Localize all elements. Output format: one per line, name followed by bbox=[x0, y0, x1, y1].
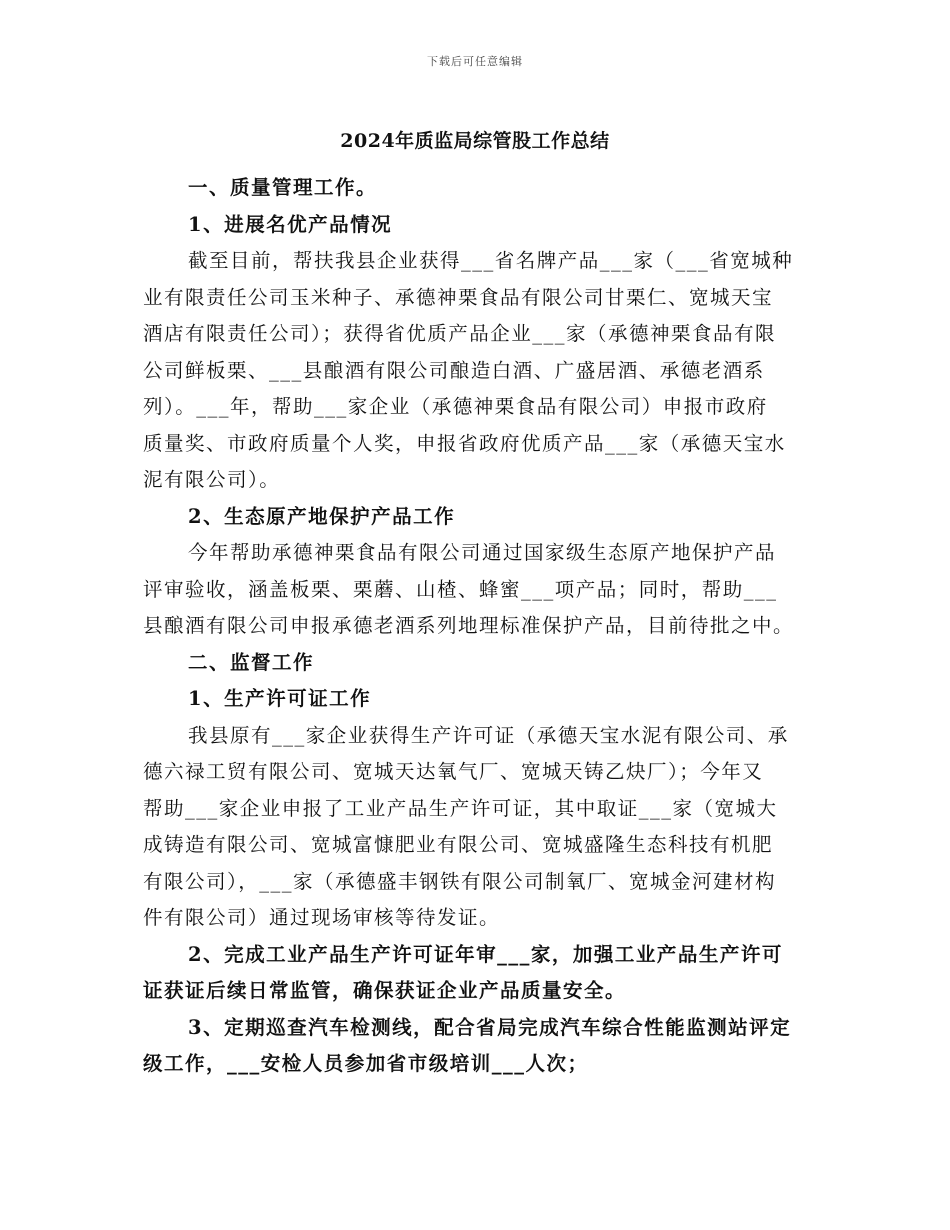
body-text-line: 质量奖、市政府质量个人奖，申报省政府优质产品___家（承德天宝水 bbox=[143, 431, 786, 455]
body-text-line: 件有限公司）通过现场审核等待发证。 bbox=[143, 906, 501, 929]
body-text-line: 列）。___年，帮助___家企业（承德神栗食品有限公司）申报市政府 bbox=[143, 395, 768, 418]
section-heading-line: 2、生态原产地保护产品工作 bbox=[188, 504, 456, 528]
body-text-line: 县酿酒有限公司申报承德老酒系列地理标准保护产品，目前待批之中。 bbox=[143, 614, 795, 637]
body-text-line: 评审验收，涵盖板栗、栗蘑、山楂、蜂蜜___项产品；同时，帮助___ bbox=[143, 577, 778, 601]
document-body bbox=[143, 170, 813, 1083]
section-heading-line: 2、完成工业产品生产许可证年审___家，加强工业产品生产许可 bbox=[188, 942, 783, 966]
section-heading-line: 3、定期巡查汽车检测线，配合省局完成汽车综合性能监测站评定 bbox=[188, 1015, 792, 1039]
body-text-line: 泥有限公司）。 bbox=[143, 468, 281, 491]
document-title: 2024年质监局综管股工作总结 bbox=[340, 130, 610, 152]
body-text-line: 截至目前，帮扶我县企业获得___省名牌产品___家（___省宽城种 bbox=[188, 249, 794, 272]
body-text-line: 有限公司），___家（承德盛丰钢铁有限公司制氧厂、宽城金河建材构 bbox=[143, 869, 777, 893]
body-text-line: 酒店有限责任公司）；获得省优质产品企业___家（承德神栗食品有限 bbox=[143, 322, 777, 345]
body-text-line: 成铸造有限公司、宽城富慷肥业有限公司、宽城盛隆生态科技有机肥 bbox=[143, 833, 774, 856]
section-heading-line: 1、生产许可证工作 bbox=[188, 687, 372, 710]
body-text-line: 帮助___家企业申报了工业产品生产许可证，其中取证___家（宽城大 bbox=[143, 796, 778, 820]
page-header-note: 下载后可任意编辑 bbox=[427, 55, 523, 68]
body-text-line: 德六禄工贸有限公司、宽城天达氧气厂、宽城天铸乙炔厂）；今年又 bbox=[143, 760, 764, 783]
body-text-line: 今年帮助承德神栗食品有限公司通过国家级生态原产地保护产品 bbox=[188, 541, 777, 564]
body-text-line: 公司鲜板栗、___县酿酒有限公司酿造白酒、广盛居酒、承德老酒系 bbox=[143, 358, 765, 382]
section-heading-line: 一、质量管理工作。 bbox=[188, 176, 378, 199]
body-text-line: 业有限责任公司玉米种子、承德神栗食品有限公司甘栗仁、宽城天宝 bbox=[143, 285, 774, 309]
section-heading-line: 二、监督工作 bbox=[188, 650, 315, 674]
section-heading-line: 证获证后续日常监管，确保获证企业产品质量安全。 bbox=[143, 979, 627, 1002]
section-heading-line: 级工作，___安检人员参加省市级培训___人次； bbox=[143, 1052, 589, 1075]
section-heading-line: 1、进展名优产品情况 bbox=[188, 212, 393, 236]
body-text-line: 我县原有___家企业获得生产许可证（承德天宝水泥有限公司、承 bbox=[188, 723, 789, 747]
